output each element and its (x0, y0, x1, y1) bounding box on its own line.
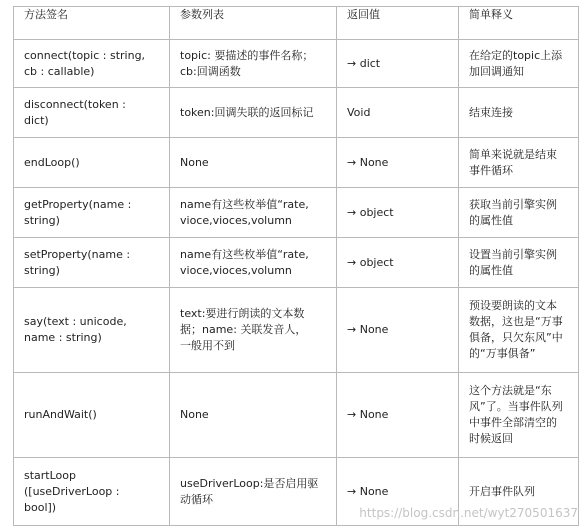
cell-return-value-text: → object (347, 205, 394, 219)
header-description: 简单释义 (459, 7, 579, 40)
cell-parameter-list (170, 188, 337, 238)
cell-description-line: 在给定的topic上添 (469, 48, 563, 62)
table-header-row (14, 7, 579, 40)
cell-method-signature-line: name : string) (24, 331, 102, 344)
cell-description-line: 数据，这也是“万事 (469, 315, 563, 328)
cell-return-value (337, 188, 459, 238)
cell-return-value (337, 40, 459, 88)
cell-description (459, 138, 579, 188)
watermark: https://blog.csdn.net/wyt270501637 (359, 506, 578, 520)
cell-description-line: 事件循环 (469, 163, 513, 177)
cell-description-line: 中事件全部清空的 (469, 416, 557, 429)
cell-return-value (337, 238, 459, 288)
cell-method-signature-line: disconnect(token : (24, 97, 126, 111)
cell-return-value (337, 88, 459, 138)
cell-method-signature-line: ([useDriverLoop : (24, 484, 120, 498)
cell-method-signature-line: startLoop (24, 468, 76, 482)
cell-method-signature-line: cb : callable) (24, 64, 95, 78)
cell-return-value-text: → object (347, 255, 394, 269)
cell-description-line: 设置当前引擎实例 (469, 247, 557, 261)
table-row (14, 88, 579, 138)
cell-description (459, 188, 579, 238)
cell-parameter-list (170, 373, 337, 458)
cell-method-signature-line: bool]) (24, 500, 57, 514)
cell-parameter-list-line: name有这些枚举值“rate, (180, 197, 309, 211)
header-method-signature: 方法签名 (14, 7, 170, 40)
cell-description-line: 这个方法就是“东 (469, 384, 552, 397)
cell-return-value-text: Void (347, 105, 371, 119)
cell-description (459, 288, 579, 373)
cell-description-line: 的属性值 (469, 263, 513, 277)
cell-return-value-text: → dict (347, 56, 381, 70)
cell-parameter-list-line: useDriverLoop:是否启用驱 (180, 476, 319, 490)
cell-return-value (337, 373, 459, 458)
table-row (14, 373, 579, 458)
cell-method-signature-line: dict) (24, 113, 49, 127)
cell-method-signature-line: endLoop() (24, 155, 80, 169)
cell-method-signature-line: getProperty(name : (24, 197, 132, 211)
cell-parameter-list-line: 动循环 (180, 492, 213, 506)
cell-method-signature (14, 288, 170, 373)
cell-parameter-list (170, 40, 337, 88)
cell-parameter-list (170, 238, 337, 288)
header-parameter-list: 参数列表 (170, 7, 337, 40)
api-methods-table (13, 6, 579, 526)
cell-parameter-list-line: cb:回调函数 (180, 64, 241, 78)
cell-parameter-list-line: None (180, 408, 209, 421)
cell-parameter-list-line: vioce,vioces,volumn (180, 263, 292, 277)
table-body (14, 40, 579, 526)
cell-description-line: 的属性值 (469, 213, 513, 227)
table-row (14, 188, 579, 238)
cell-parameter-list (170, 138, 337, 188)
cell-return-value-text: → None (347, 484, 389, 498)
cell-description (459, 40, 579, 88)
cell-description-line: 预设要朗读的文本 (469, 299, 557, 312)
cell-return-value (337, 138, 459, 188)
cell-parameter-list-line: token:回调失联的返回标记 (180, 105, 314, 119)
cell-parameter-list-line: topic: 要描述的事件名称； (180, 48, 314, 62)
cell-return-value (337, 288, 459, 373)
table-row (14, 288, 579, 373)
cell-description (459, 373, 579, 458)
cell-description-line: 结束连接 (469, 105, 513, 119)
table-row (14, 138, 579, 188)
cell-parameter-list (170, 288, 337, 373)
cell-method-signature (14, 188, 170, 238)
header-return-value: 返回值 (337, 7, 459, 40)
cell-description-line: 风”了。当事件队列 (469, 400, 563, 413)
cell-parameter-list (170, 88, 337, 138)
cell-method-signature-line: runAndWait() (24, 408, 97, 421)
cell-method-signature (14, 458, 170, 526)
cell-method-signature-line: connect(topic : string, (24, 48, 146, 62)
cell-return-value-text: → None (347, 323, 389, 336)
table-row (14, 238, 579, 288)
cell-method-signature (14, 138, 170, 188)
cell-description-line: 的“万事俱备” (469, 347, 536, 360)
cell-method-signature-line: setProperty(name : (24, 247, 131, 261)
cell-parameter-list-line: name有这些枚举值“rate, (180, 247, 309, 261)
cell-description-line: 简单来说就是结束 (469, 147, 557, 161)
cell-description (459, 88, 579, 138)
cell-method-signature-line: string) (24, 213, 60, 227)
table-row (14, 40, 579, 88)
cell-parameter-list-line: vioce,vioces,volumn (180, 213, 292, 227)
cell-method-signature-line: string) (24, 263, 60, 277)
cell-description-line: 时候返回 (469, 432, 513, 445)
cell-description-line: 获取当前引擎实例 (469, 197, 557, 211)
cell-parameter-list-line: 据；name: 关联发音人， (180, 323, 307, 336)
cell-method-signature-line: say(text : unicode, (24, 315, 127, 328)
cell-parameter-list-line: 一般用不到 (180, 339, 235, 352)
cell-parameter-list (170, 458, 337, 526)
cell-description-line: 加回调通知 (469, 64, 524, 78)
api-table-container (13, 6, 578, 526)
cell-return-value-text: → None (347, 408, 389, 421)
cell-description-line: 俱备，只欠东风”中 (469, 331, 563, 344)
cell-method-signature (14, 40, 170, 88)
cell-parameter-list-line: None (180, 155, 209, 169)
cell-method-signature (14, 88, 170, 138)
cell-method-signature (14, 238, 170, 288)
cell-description-line: 开启事件队列 (469, 484, 535, 498)
cell-description (459, 238, 579, 288)
cell-return-value-text: → None (347, 155, 389, 169)
cell-method-signature (14, 373, 170, 458)
cell-parameter-list-line: text:要进行朗读的文本数 (180, 307, 305, 320)
